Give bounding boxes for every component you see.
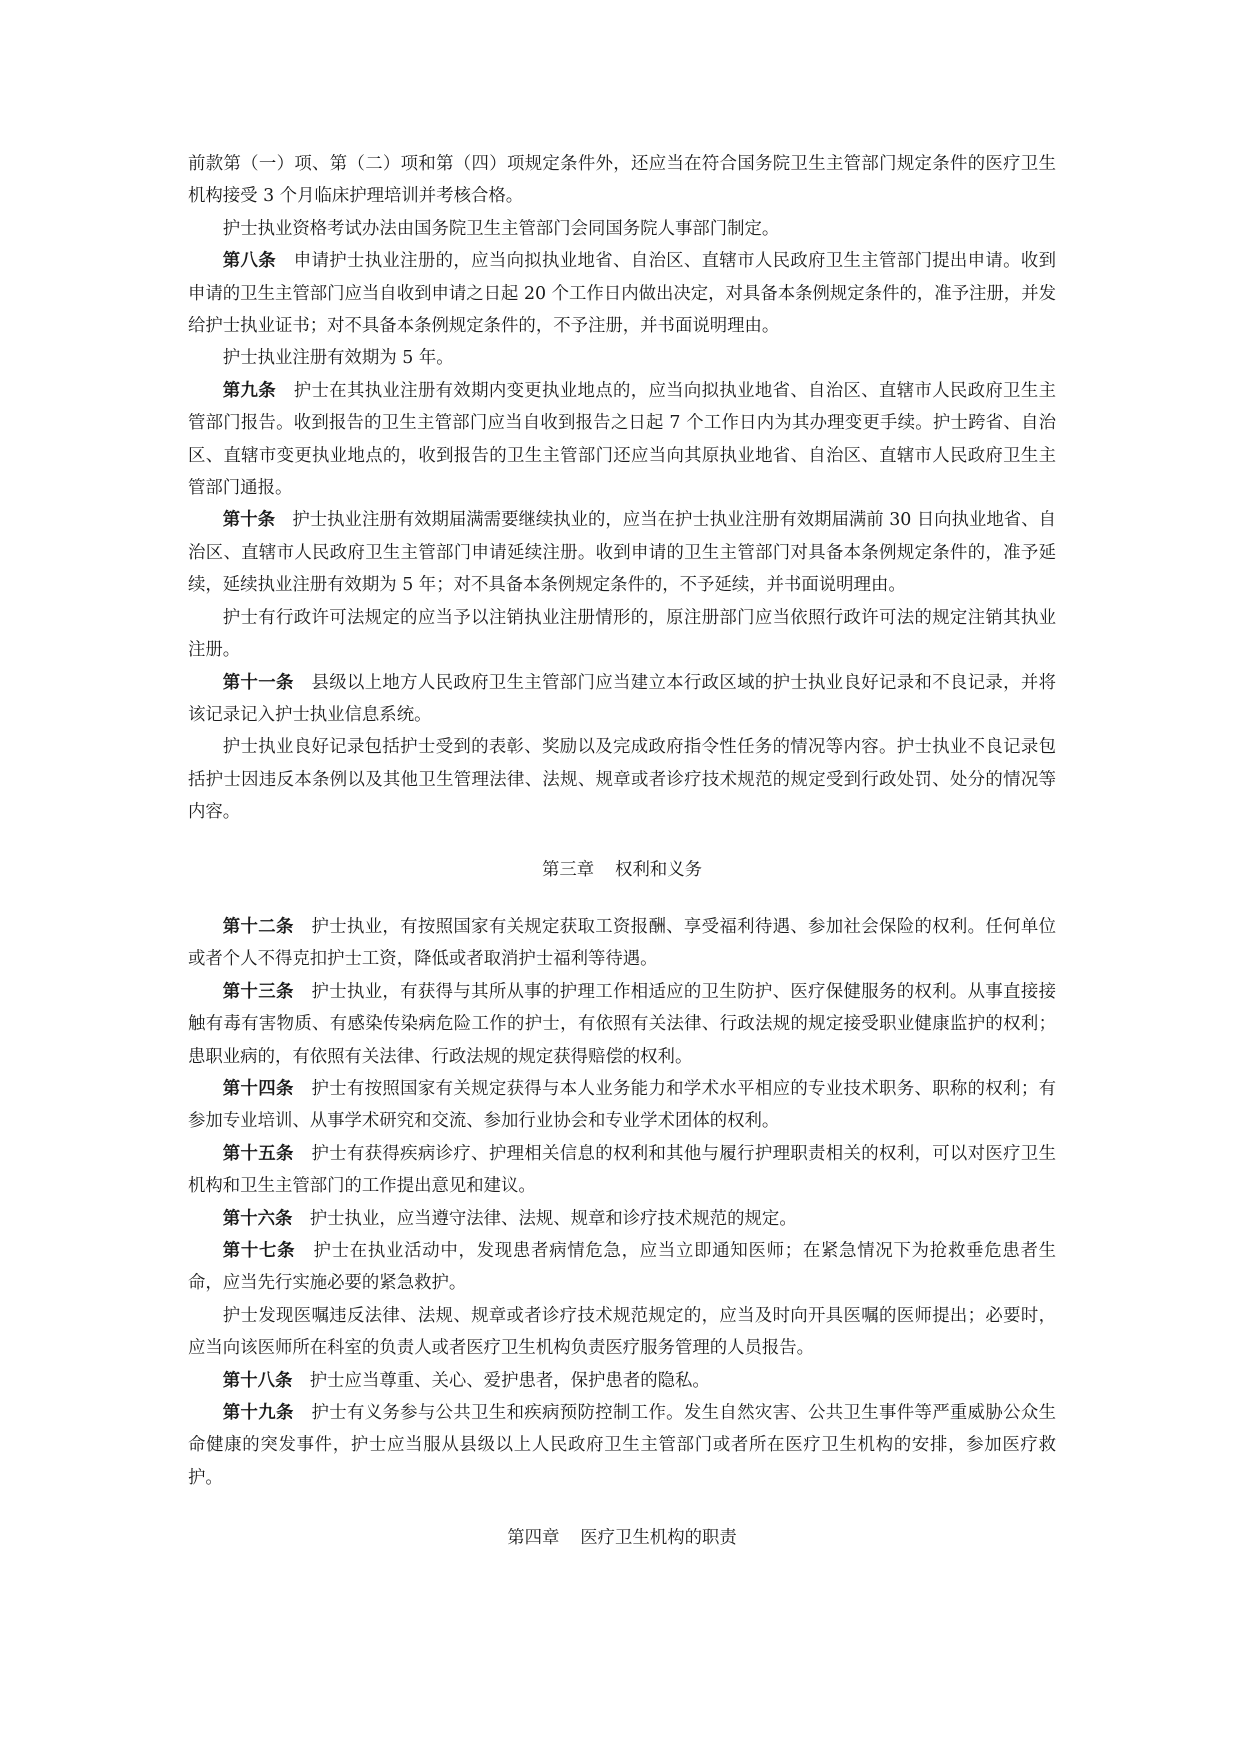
chapter-number: 第三章 bbox=[541, 859, 595, 880]
article-number: 第十四条 bbox=[222, 1078, 294, 1099]
article-number: 第十九条 bbox=[222, 1403, 294, 1424]
chapter-title: 医疗卫生机构的职责 bbox=[580, 1528, 737, 1549]
article-text: 护士有获得疾病诊疗、护理相关信息的权利和其他与履行护理职责相关的权利，可以对医疗卫生机构和卫生主管部门的工作提出意见和建议。 bbox=[188, 1143, 1056, 1197]
paragraph: 护士执业资格考试办法由国务院卫生主管部门会同国务院人事部门制定。 bbox=[222, 218, 780, 239]
article-text: 护士有义务参与公共卫生和疾病预防控制工作。发生自然灾害、公共卫生事件等严重威胁公众生命健康的突发事件，护士应当服从县级以上人民政府卫生主管部门或者所在医疗卫生机构的安排，参加医疗救护。 bbox=[188, 1403, 1056, 1488]
article-text: 县级以上地方人民政府卫生主管部门应当建立本行政区域的护士执业良好记录和不良记录，并将该记录记入护士执业信息系统。 bbox=[188, 672, 1056, 725]
article-10 bbox=[188, 504, 1056, 601]
article-text: 护士执业，应当遵守法律、法规、规章和诊疗技术规范的规定。 bbox=[309, 1208, 797, 1229]
article-11 bbox=[188, 667, 1056, 732]
chapter-heading-4 bbox=[188, 1522, 1056, 1554]
article-text: 护士应当尊重、关心、爱护患者，保护患者的隐私。 bbox=[309, 1370, 710, 1391]
paragraph: 护士执业良好记录包括护士受到的表彰、奖励以及完成政府指令性任务的情况等内容。护士执业不良记录包括护士因违反本条例以及其他卫生管理法律、法规、规章或者诊疗技术规范的规定受到行政处罚、处分的情况等内容。 bbox=[188, 737, 1056, 823]
article-number: 第十五条 bbox=[222, 1143, 294, 1164]
article-9 bbox=[188, 375, 1056, 505]
article-14 bbox=[188, 1073, 1056, 1138]
article-16 bbox=[188, 1203, 1056, 1235]
chapter-title: 权利和义务 bbox=[615, 859, 703, 880]
article-text: 护士执业，有按照国家有关规定获取工资报酬、享受福利待遇、参加社会保险的权利。任何单位或者个人不得克扣护士工资，降低或者取消护士福利等待遇。 bbox=[188, 916, 1056, 970]
article-number: 第十七条 bbox=[222, 1241, 296, 1261]
article-19 bbox=[188, 1397, 1056, 1494]
paragraph-continuation: 前款第（一）项、第（二）项和第（四）项规定条件外，还应当在符合国务院卫生主管部门规定条件的医疗卫生机构接受 3 个月临床护理培训并考核合格。 bbox=[188, 154, 1056, 207]
article-number: 第九条 bbox=[222, 380, 277, 401]
article-text: 申请护士执业注册的，应当向拟执业地省、自治区、直辖市人民政府卫生主管部门提出申请。收到申请的卫生主管部门应当自收到申请之日起 20 个工作日内做出决定，对具备本条例规定条件的，准予注册，并发给护士执业证书；对不具备本条例规定条件的，不予注册，并书面说明理由。 bbox=[188, 251, 1056, 337]
article-number: 第十条 bbox=[222, 510, 275, 531]
document-page bbox=[188, 148, 1056, 1555]
article-number: 第十八条 bbox=[222, 1370, 293, 1391]
article-8 bbox=[188, 245, 1056, 342]
article-text: 护士在其执业注册有效期内变更执业地点的，应当向拟执业地省、自治区、直辖市人民政府卫生主管部门报告。收到报告的卫生主管部门应当自收到报告之日起 7 个工作日内为其办理变更手续。护士跨省、自治区、直辖市变更执业地点的，收到报告的卫生主管部门还应当向其原执业地省、自治区、直辖市人民政府卫生主管部门通报。 bbox=[188, 380, 1056, 499]
article-13 bbox=[188, 976, 1056, 1073]
article-number: 第十二条 bbox=[222, 916, 294, 937]
article-number: 第十三条 bbox=[222, 981, 294, 1002]
article-15 bbox=[188, 1138, 1056, 1203]
article-text: 护士在执业活动中，发现患者病情危急，应当立即通知医师；在紧急情况下为抢救垂危患者生命，应当先行实施必要的紧急救护。 bbox=[188, 1241, 1056, 1294]
paragraph: 护士有行政许可法规定的应当予以注销执业注册情形的，原注册部门应当依照行政许可法的规定注销其执业注册。 bbox=[188, 607, 1056, 661]
article-number: 第十六条 bbox=[222, 1208, 293, 1229]
article-17 bbox=[188, 1235, 1056, 1300]
chapter-number: 第四章 bbox=[507, 1528, 560, 1549]
article-12 bbox=[188, 911, 1056, 976]
article-text: 护士执业注册有效期届满需要继续执业的，应当在护士执业注册有效期届满前 30 日向执业地省、自治区、直辖市人民政府卫生主管部门申请延续注册。收到申请的卫生主管部门对具备本条例规定条件的，准予延续，延续执业注册有效期为 5 年；对不具备本条例规定条件的，不予延续，并书面说明理由。 bbox=[188, 510, 1056, 596]
article-18 bbox=[188, 1365, 1056, 1397]
article-text: 护士执业，有获得与其所从事的护理工作相适应的卫生防护、医疗保健服务的权利。从事直接接触有毒有害物质、有感染传染病危险工作的护士，有依照有关法律、行政法规的规定接受职业健康监护的权利；患职业病的，有依照有关法律、行政法规的规定获得赔偿的权利。 bbox=[188, 981, 1056, 1067]
article-text: 护士有按照国家有关规定获得与本人业务能力和学术水平相应的专业技术职务、职称的权利；有参加专业培训、从事学术研究和交流、参加行业协会和专业学术团体的权利。 bbox=[188, 1078, 1056, 1132]
paragraph: 护士执业注册有效期为 5 年。 bbox=[222, 348, 454, 369]
article-number: 第八条 bbox=[222, 251, 277, 272]
paragraph: 护士发现医嘱违反法律、法规、规章或者诊疗技术规范规定的，应当及时向开具医嘱的医师提出；必要时，应当向该医师所在科室的负责人或者医疗卫生机构负责医疗服务管理的人员报告。 bbox=[188, 1305, 1056, 1359]
article-number: 第十一条 bbox=[222, 672, 294, 693]
chapter-heading-3 bbox=[188, 854, 1056, 886]
